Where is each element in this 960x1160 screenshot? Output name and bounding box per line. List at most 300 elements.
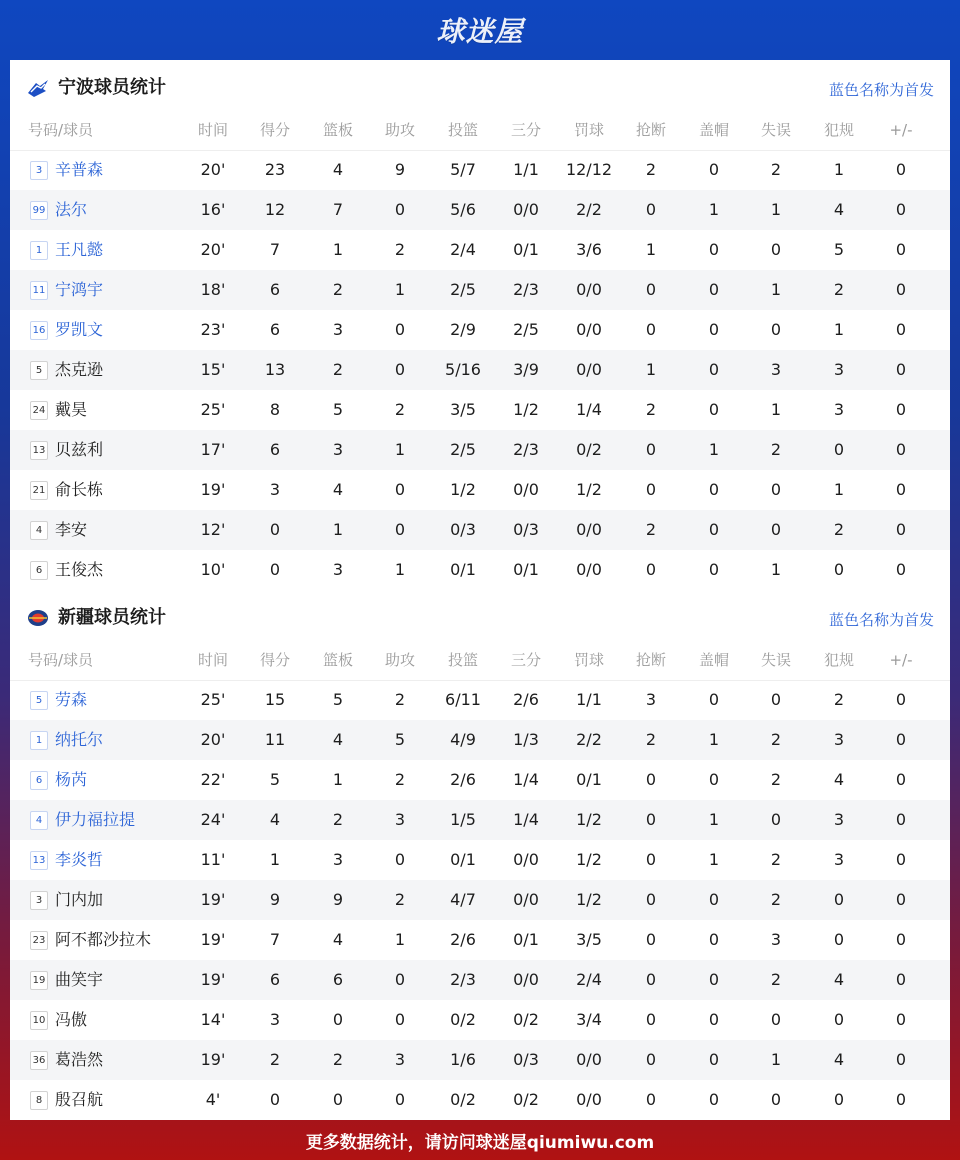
stat-cell: 0 <box>895 400 907 419</box>
player-name[interactable]: 冯傲 <box>55 1010 88 1029</box>
stat-cell: 5 <box>269 770 281 789</box>
player-name[interactable]: 宁鸿宇 <box>55 280 104 299</box>
stat-cell: 2 <box>770 160 782 179</box>
stat-cell: 0/1 <box>576 770 602 789</box>
stat-cell: 12/12 <box>565 160 613 179</box>
stat-cell: 0 <box>394 1010 406 1029</box>
stat-cell: 1 <box>394 440 406 459</box>
column-header: 投篮 <box>447 651 478 669</box>
stat-cell: 0 <box>645 890 657 909</box>
player-name[interactable]: 殷召航 <box>55 1090 104 1109</box>
column-header: 时间 <box>197 121 228 139</box>
stat-cell: 0 <box>645 480 657 499</box>
jersey-number-badge: 4 <box>30 521 48 540</box>
stat-cell: 2 <box>833 690 845 709</box>
stat-cell: 0/0 <box>576 1090 602 1109</box>
column-header: 抢断 <box>635 651 666 669</box>
stat-cell: 16' <box>200 200 226 219</box>
stat-cell: 0 <box>895 320 907 339</box>
stat-cell: 19' <box>200 930 226 949</box>
stat-cell: 0 <box>645 810 657 829</box>
stat-cell: 22' <box>200 770 226 789</box>
stat-cell: 1/2 <box>576 850 602 869</box>
jersey-number-badge: 5 <box>30 691 48 710</box>
stat-cell: 4 <box>833 200 845 219</box>
column-header: 罚球 <box>573 651 604 669</box>
stat-cell: 0 <box>394 480 406 499</box>
stat-cell: 0 <box>770 1090 782 1109</box>
stat-cell: 2 <box>332 810 344 829</box>
table-row[interactable] <box>10 270 950 310</box>
jersey-number-badge: 16 <box>30 321 48 340</box>
table-header <box>10 110 950 151</box>
jersey-number-badge: 5 <box>30 361 48 380</box>
stat-cell: 0/3 <box>513 520 539 539</box>
stat-cell: 6 <box>269 280 281 299</box>
table-row[interactable] <box>10 920 950 960</box>
player-name[interactable]: 李安 <box>55 520 88 539</box>
table-row[interactable] <box>10 960 950 1000</box>
stat-cell: 0/0 <box>513 970 539 989</box>
stat-cell: 11 <box>264 730 286 749</box>
stat-cell: 0/1 <box>513 930 539 949</box>
footer-banner <box>0 1120 960 1160</box>
stat-cell: 0 <box>645 280 657 299</box>
stat-cell: 1/5 <box>450 810 476 829</box>
column-header: 失误 <box>760 651 791 669</box>
stat-cell: 1/2 <box>576 890 602 909</box>
stat-cell: 0 <box>645 560 657 579</box>
stat-cell: 1 <box>708 810 720 829</box>
stat-cell: 0 <box>895 440 907 459</box>
stat-cell: 1/2 <box>513 400 539 419</box>
stat-cell: 1/2 <box>576 810 602 829</box>
stat-cell: 25' <box>200 690 226 709</box>
stat-cell: 0 <box>394 320 406 339</box>
table-row[interactable] <box>10 840 950 880</box>
stat-cell: 9 <box>269 890 281 909</box>
stat-cell: 0 <box>708 1090 720 1109</box>
stat-cell: 2 <box>770 970 782 989</box>
stat-cell: 0 <box>895 480 907 499</box>
stat-cell: 6/11 <box>445 690 481 709</box>
table-row[interactable] <box>10 1080 950 1120</box>
stat-cell: 0 <box>708 930 720 949</box>
table-row[interactable] <box>10 680 950 720</box>
stat-cell: 2 <box>770 730 782 749</box>
column-header: 时间 <box>197 651 228 669</box>
stat-cell: 2 <box>645 730 657 749</box>
stat-cell: 0/2 <box>513 1090 539 1109</box>
stat-cell: 1 <box>833 480 845 499</box>
stat-cell: 20' <box>200 160 226 179</box>
jersey-number-badge: 4 <box>30 811 48 830</box>
stat-cell: 4 <box>332 930 344 949</box>
stat-cell: 6 <box>332 970 344 989</box>
stat-cell: 14' <box>200 1010 226 1029</box>
stat-cell: 0 <box>394 200 406 219</box>
stat-cell: 0 <box>708 360 720 379</box>
stat-cell: 1 <box>394 560 406 579</box>
stat-cell: 0 <box>833 560 845 579</box>
stat-cell: 0/1 <box>513 240 539 259</box>
stat-cell: 2 <box>770 440 782 459</box>
stat-cell: 0 <box>895 970 907 989</box>
stat-cell: 0/0 <box>576 1050 602 1069</box>
stat-cell: 0/0 <box>513 480 539 499</box>
stat-cell: 9 <box>394 160 406 179</box>
stat-cell: 5/16 <box>445 360 481 379</box>
stat-cell: 1/1 <box>576 690 602 709</box>
stat-cell: 3/5 <box>450 400 476 419</box>
stat-cell: 1 <box>833 320 845 339</box>
stat-cell: 0 <box>708 970 720 989</box>
table-row[interactable] <box>10 880 950 920</box>
stat-cell: 2/5 <box>450 280 476 299</box>
stat-cell: 0 <box>708 1050 720 1069</box>
player-name[interactable]: 纳托尔 <box>55 730 104 749</box>
stat-cell: 0 <box>895 240 907 259</box>
starter-legend-note: 蓝色名称为首发 <box>828 81 934 99</box>
stat-cell: 1 <box>645 240 657 259</box>
player-name[interactable]: 阿不都沙拉木 <box>55 930 152 949</box>
jersey-number-badge: 10 <box>30 1011 48 1030</box>
table-row[interactable] <box>10 720 950 760</box>
stat-cell: 0 <box>895 690 907 709</box>
stat-cell: 7 <box>269 930 281 949</box>
stat-cell: 23' <box>200 320 226 339</box>
stat-cell: 0/0 <box>576 520 602 539</box>
stat-cell: 0 <box>895 160 907 179</box>
stat-cell: 19' <box>200 890 226 909</box>
stat-cell: 2 <box>645 520 657 539</box>
jersey-number-badge: 6 <box>30 771 48 790</box>
column-header: 三分 <box>510 121 541 139</box>
stat-cell: 2 <box>833 280 845 299</box>
player-name[interactable]: 杨芮 <box>55 770 88 789</box>
stat-cell: 1/2 <box>450 480 476 499</box>
column-header: 犯规 <box>823 651 854 669</box>
stat-cell: 4 <box>833 1050 845 1069</box>
stat-cell: 2/5 <box>450 440 476 459</box>
stat-cell: 5/6 <box>450 200 476 219</box>
jersey-number-badge: 21 <box>30 481 48 500</box>
stat-cell: 0/3 <box>450 520 476 539</box>
player-name[interactable]: 辛普森 <box>55 160 104 179</box>
stat-cell: 1/3 <box>513 730 539 749</box>
stat-cell: 0/0 <box>513 890 539 909</box>
stat-cell: 1 <box>394 930 406 949</box>
stat-cell: 2 <box>332 1050 344 1069</box>
stat-cell: 2 <box>394 890 406 909</box>
stat-cell: 2/5 <box>513 320 539 339</box>
stat-cell: 15 <box>264 690 286 709</box>
player-name[interactable]: 伊力福拉提 <box>55 810 136 829</box>
stat-cell: 0/1 <box>513 560 539 579</box>
stat-cell: 3 <box>332 440 344 459</box>
stat-cell: 1 <box>394 280 406 299</box>
stat-cell: 19' <box>200 970 226 989</box>
player-name[interactable]: 曲笑宇 <box>55 970 104 989</box>
table-row[interactable] <box>10 310 950 350</box>
jersey-number-badge: 19 <box>30 971 48 990</box>
stat-cell: 0 <box>770 320 782 339</box>
stat-cell: 0 <box>895 850 907 869</box>
stat-cell: 3/4 <box>576 1010 602 1029</box>
stat-cell: 9 <box>332 890 344 909</box>
player-name[interactable]: 戴昊 <box>55 400 88 419</box>
stat-cell: 2 <box>394 240 406 259</box>
column-header: 盖帽 <box>698 121 729 139</box>
stat-cell: 0 <box>708 320 720 339</box>
stat-cell: 0 <box>269 520 281 539</box>
table-row[interactable] <box>10 230 950 270</box>
stat-cell: 0 <box>645 970 657 989</box>
stat-cell: 0 <box>708 560 720 579</box>
stat-cell: 2 <box>770 850 782 869</box>
stat-cell: 6 <box>269 970 281 989</box>
jersey-number-badge: 8 <box>30 1091 48 1110</box>
player-name[interactable]: 俞长栋 <box>55 480 104 499</box>
stat-cell: 2/4 <box>450 240 476 259</box>
stat-cell: 6 <box>269 320 281 339</box>
column-header: 助攻 <box>384 121 415 139</box>
stat-cell: 2/2 <box>576 200 602 219</box>
stat-cell: 0 <box>394 850 406 869</box>
jersey-number-badge: 3 <box>30 891 48 910</box>
stat-cell: 19' <box>200 480 226 499</box>
stat-cell: 0 <box>895 560 907 579</box>
stat-cell: 0 <box>645 930 657 949</box>
stats-panel <box>10 60 950 1120</box>
table-row[interactable] <box>10 550 950 590</box>
team-logo-icon <box>26 607 50 629</box>
stat-cell: 2 <box>645 400 657 419</box>
table-row[interactable] <box>10 350 950 390</box>
team-title: 新疆球员统计 <box>58 607 166 628</box>
column-header: 号码/球员 <box>28 651 94 669</box>
column-header: 号码/球员 <box>28 121 94 139</box>
jersey-number-badge: 1 <box>30 731 48 750</box>
jersey-number-badge: 99 <box>30 201 48 220</box>
stat-cell: 5 <box>833 240 845 259</box>
stat-cell: 0 <box>394 1090 406 1109</box>
stat-cell: 0 <box>708 240 720 259</box>
stat-cell: 7 <box>269 240 281 259</box>
jersey-number-badge: 3 <box>30 161 48 180</box>
column-header: 三分 <box>510 651 541 669</box>
stat-cell: 0 <box>895 280 907 299</box>
stat-cell: 2 <box>645 160 657 179</box>
stat-cell: 0 <box>645 200 657 219</box>
stat-cell: 25' <box>200 400 226 419</box>
stat-cell: 5 <box>332 400 344 419</box>
player-name[interactable]: 贝兹利 <box>55 440 104 459</box>
stat-cell: 0 <box>708 890 720 909</box>
stat-cell: 1 <box>708 850 720 869</box>
stat-cell: 8 <box>269 400 281 419</box>
stat-cell: 0 <box>895 1050 907 1069</box>
stat-cell: 10' <box>200 560 226 579</box>
stat-cell: 4 <box>332 160 344 179</box>
stat-cell: 13 <box>264 360 286 379</box>
table-row[interactable] <box>10 1000 950 1040</box>
stat-cell: 6 <box>269 440 281 459</box>
team-logo-icon <box>26 77 50 99</box>
player-name[interactable]: 罗凯文 <box>55 320 104 339</box>
column-header: 投篮 <box>447 121 478 139</box>
stat-cell: 0/0 <box>576 360 602 379</box>
stat-cell: 3/6 <box>576 240 602 259</box>
stat-cell: 4 <box>269 810 281 829</box>
stat-cell: 2/6 <box>513 690 539 709</box>
stat-cell: 4 <box>332 730 344 749</box>
table-row[interactable] <box>10 1040 950 1080</box>
stat-cell: 0 <box>833 930 845 949</box>
stat-cell: 0/3 <box>513 1050 539 1069</box>
stat-cell: 0/2 <box>450 1090 476 1109</box>
stat-cell: 2/6 <box>450 930 476 949</box>
stat-cell: 3 <box>645 690 657 709</box>
stat-cell: 0 <box>770 810 782 829</box>
stat-cell: 2 <box>770 890 782 909</box>
stat-cell: 0 <box>645 440 657 459</box>
stat-cell: 0/2 <box>513 1010 539 1029</box>
stat-cell: 2 <box>394 770 406 789</box>
stat-cell: 3 <box>269 1010 281 1029</box>
stat-cell: 0 <box>770 690 782 709</box>
stat-cell: 1/6 <box>450 1050 476 1069</box>
stat-cell: 4 <box>833 970 845 989</box>
player-name[interactable]: 门内加 <box>55 890 104 909</box>
stat-cell: 0/0 <box>576 320 602 339</box>
stat-cell: 0 <box>895 1090 907 1109</box>
stat-cell: 0 <box>895 890 907 909</box>
starter-legend-note: 蓝色名称为首发 <box>828 611 934 629</box>
player-name[interactable]: 李炎哲 <box>55 850 104 869</box>
table-row[interactable] <box>10 510 950 550</box>
stat-cell: 4 <box>833 770 845 789</box>
stat-cell: 0 <box>394 520 406 539</box>
table-row[interactable] <box>10 800 950 840</box>
table-row[interactable] <box>10 190 950 230</box>
jersey-number-badge: 6 <box>30 561 48 580</box>
stat-cell: 0/1 <box>450 850 476 869</box>
stat-cell: 7 <box>332 200 344 219</box>
stat-cell: 4/7 <box>450 890 476 909</box>
table-row[interactable] <box>10 390 950 430</box>
stat-cell: 0 <box>895 810 907 829</box>
stat-cell: 12' <box>200 520 226 539</box>
player-name[interactable]: 葛浩然 <box>55 1050 104 1069</box>
stat-cell: 0 <box>708 520 720 539</box>
stat-cell: 4/9 <box>450 730 476 749</box>
stat-cell: 3 <box>833 850 845 869</box>
stat-cell: 2/6 <box>450 770 476 789</box>
stat-cell: 1 <box>770 280 782 299</box>
jersey-number-badge: 11 <box>30 281 48 300</box>
stat-cell: 1 <box>708 730 720 749</box>
stat-cell: 1 <box>332 240 344 259</box>
player-name[interactable]: 王凡懿 <box>55 240 104 259</box>
column-header: +/- <box>889 651 913 669</box>
stat-cell: 0 <box>645 1010 657 1029</box>
stat-cell: 0 <box>708 1010 720 1029</box>
stat-cell: 1 <box>332 770 344 789</box>
stat-cell: 0/2 <box>450 1010 476 1029</box>
stat-cell: 2/3 <box>450 970 476 989</box>
stat-cell: 2 <box>770 770 782 789</box>
stat-cell: 3 <box>332 560 344 579</box>
stat-cell: 0 <box>332 1090 344 1109</box>
stat-cell: 3 <box>833 360 845 379</box>
stat-cell: 0 <box>645 320 657 339</box>
stat-cell: 4 <box>332 480 344 499</box>
stat-cell: 0 <box>770 1010 782 1029</box>
stat-cell: 5 <box>332 690 344 709</box>
stat-cell: 18' <box>200 280 226 299</box>
stat-cell: 0 <box>708 690 720 709</box>
stat-cell: 20' <box>200 730 226 749</box>
stat-cell: 0/2 <box>576 440 602 459</box>
table-row[interactable] <box>10 470 950 510</box>
stat-cell: 0 <box>708 280 720 299</box>
stat-cell: 0 <box>645 770 657 789</box>
column-header: 篮板 <box>322 651 353 669</box>
stat-cell: 0/0 <box>576 560 602 579</box>
player-name[interactable]: 王俊杰 <box>55 560 104 579</box>
player-name[interactable]: 法尔 <box>55 200 88 219</box>
stat-cell: 0/0 <box>513 850 539 869</box>
stat-cell: 23 <box>264 160 286 179</box>
stat-cell: 3 <box>770 930 782 949</box>
jersey-number-badge: 13 <box>30 441 48 460</box>
stat-cell: 1 <box>269 850 281 869</box>
footer-text: 更多数据统计，请访问球迷屋qiumiwu.com <box>305 1132 655 1153</box>
stat-cell: 1 <box>708 200 720 219</box>
column-header: 得分 <box>259 651 290 669</box>
brand-logo-text: 球迷屋 <box>436 15 524 48</box>
stat-cell: 0 <box>645 1050 657 1069</box>
stat-cell: 1 <box>708 440 720 459</box>
stat-cell: 11' <box>200 850 226 869</box>
stat-cell: 1 <box>833 160 845 179</box>
stat-cell: 5/7 <box>450 160 476 179</box>
stat-cell: 3 <box>332 320 344 339</box>
stat-cell: 3 <box>833 810 845 829</box>
table-header <box>10 640 950 681</box>
stat-cell: 3 <box>770 360 782 379</box>
stat-cell: 1 <box>770 1050 782 1069</box>
stat-cell: 2 <box>394 690 406 709</box>
table-row[interactable] <box>10 150 950 190</box>
stat-cell: 3/5 <box>576 930 602 949</box>
jersey-number-badge: 36 <box>30 1051 48 1070</box>
column-header: 犯规 <box>823 121 854 139</box>
stat-cell: 3 <box>394 810 406 829</box>
player-name[interactable]: 劳森 <box>55 690 88 709</box>
table-row[interactable] <box>10 760 950 800</box>
team-title: 宁波球员统计 <box>58 77 166 98</box>
player-name[interactable]: 杰克逊 <box>55 360 104 379</box>
stat-cell: 0 <box>394 360 406 379</box>
stat-cell: 0 <box>895 360 907 379</box>
stat-cell: 4' <box>205 1090 221 1109</box>
stat-cell: 0 <box>895 770 907 789</box>
column-header: 罚球 <box>573 121 604 139</box>
table-row[interactable] <box>10 430 950 470</box>
column-header: 失误 <box>760 121 791 139</box>
